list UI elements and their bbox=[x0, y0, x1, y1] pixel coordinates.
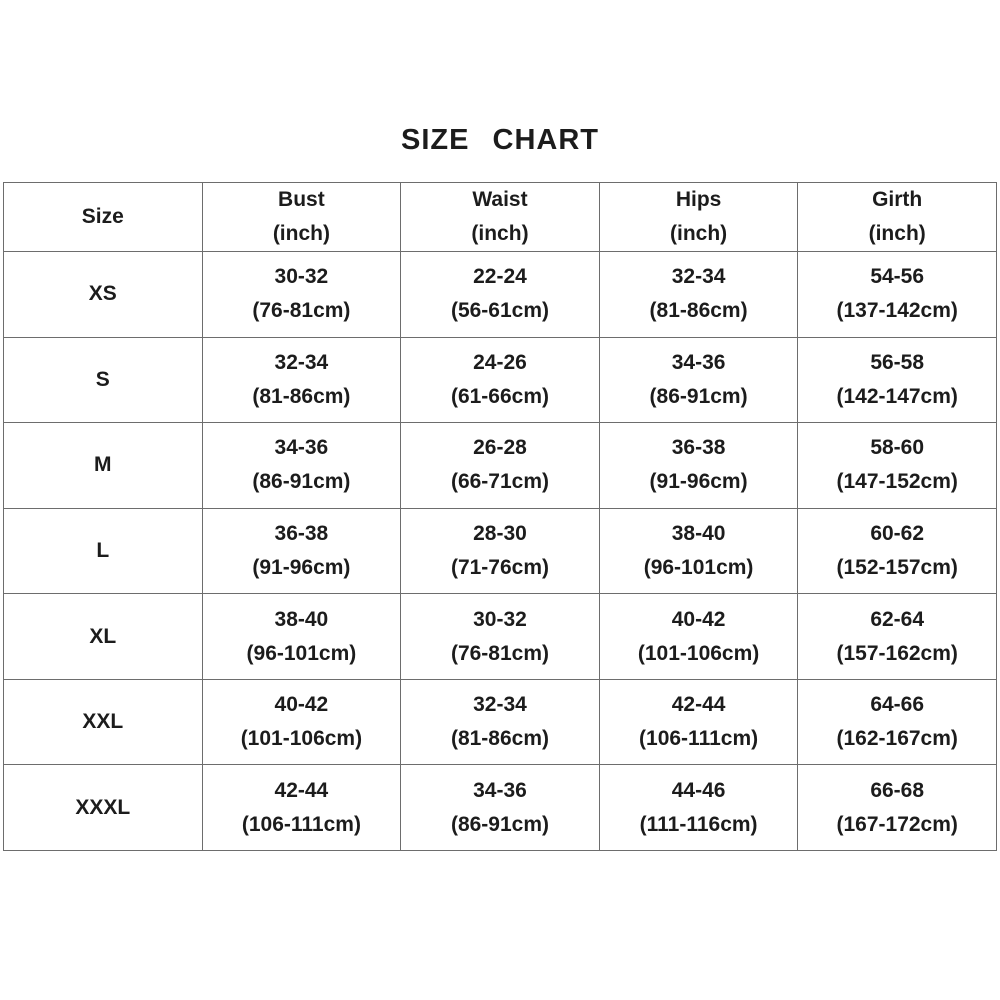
column-label: Size bbox=[81, 205, 124, 228]
cm-range: (147-152cm) bbox=[836, 470, 958, 494]
size-label-cell bbox=[4, 337, 203, 423]
column-header-waist bbox=[401, 183, 600, 252]
table-row bbox=[4, 423, 997, 509]
inch-range: 56-58 bbox=[870, 350, 925, 374]
cm-range: (91-96cm) bbox=[649, 470, 748, 494]
inch-range: 32-34 bbox=[274, 350, 329, 374]
column-label: Girth bbox=[872, 188, 923, 211]
cm-range: (61-66cm) bbox=[450, 384, 550, 408]
column-header-size bbox=[4, 183, 203, 252]
measurement-cell bbox=[798, 423, 997, 509]
inch-range: 30-32 bbox=[473, 607, 527, 631]
cm-range: (152-157cm) bbox=[836, 555, 958, 579]
cm-range: (86-91cm) bbox=[649, 384, 748, 408]
size-chart-body bbox=[4, 252, 997, 851]
cm-range: (81-86cm) bbox=[450, 727, 550, 751]
header-row bbox=[4, 183, 997, 252]
table-row bbox=[4, 594, 997, 680]
cm-range: (101-106cm) bbox=[637, 641, 760, 665]
inch-range: 34-36 bbox=[671, 350, 726, 374]
measurement-cell bbox=[401, 423, 600, 509]
table-row bbox=[4, 679, 997, 765]
measurement-cell bbox=[401, 594, 600, 680]
inch-range: 44-46 bbox=[671, 778, 726, 802]
measurement-cell bbox=[798, 252, 997, 338]
inch-range: 42-44 bbox=[274, 778, 329, 802]
inch-range: 30-32 bbox=[274, 265, 329, 289]
cm-range: (106-111cm) bbox=[639, 727, 759, 751]
cm-range: (101-106cm) bbox=[240, 727, 363, 751]
measurement-cell bbox=[202, 337, 401, 423]
cm-range: (96-101cm) bbox=[246, 641, 357, 665]
cm-range: (56-61cm) bbox=[450, 299, 550, 323]
column-header-girth bbox=[798, 183, 997, 252]
measurement-cell bbox=[401, 337, 600, 423]
measurement-cell bbox=[202, 594, 401, 680]
cm-range: (106-111cm) bbox=[241, 812, 361, 836]
cm-range: (86-91cm) bbox=[450, 812, 550, 836]
inch-range: 32-34 bbox=[473, 693, 527, 717]
measurement-cell bbox=[599, 765, 798, 851]
size-label: M bbox=[94, 453, 112, 477]
measurement-cell bbox=[401, 679, 600, 765]
measurement-cell bbox=[599, 252, 798, 338]
cm-range: (76-81cm) bbox=[252, 299, 351, 323]
inch-range: 62-64 bbox=[870, 607, 925, 631]
measurement-cell bbox=[202, 765, 401, 851]
inch-range: 22-24 bbox=[473, 265, 527, 289]
measurement-cell bbox=[401, 252, 600, 338]
inch-range: 36-38 bbox=[671, 436, 726, 460]
column-unit-label: (inch) bbox=[272, 222, 330, 245]
inch-range: 34-36 bbox=[473, 778, 527, 802]
measurement-cell bbox=[401, 508, 600, 594]
measurement-cell bbox=[599, 508, 798, 594]
column-header-bust bbox=[202, 183, 401, 252]
size-label-cell bbox=[4, 423, 203, 509]
measurement-cell bbox=[202, 423, 401, 509]
table-row bbox=[4, 508, 997, 594]
size-label: L bbox=[96, 538, 110, 562]
size-label: XXL bbox=[82, 710, 124, 734]
measurement-cell bbox=[599, 423, 798, 509]
cm-range: (71-76cm) bbox=[450, 555, 550, 579]
cm-range: (81-86cm) bbox=[252, 384, 351, 408]
column-label: Waist bbox=[472, 188, 528, 211]
inch-range: 32-34 bbox=[671, 265, 726, 289]
size-label-cell bbox=[4, 508, 203, 594]
measurement-cell bbox=[599, 679, 798, 765]
inch-range: 28-30 bbox=[473, 521, 527, 545]
inch-range: 54-56 bbox=[870, 265, 925, 289]
cm-range: (157-162cm) bbox=[836, 641, 958, 665]
size-label-cell bbox=[4, 679, 203, 765]
cm-range: (81-86cm) bbox=[649, 299, 748, 323]
measurement-cell bbox=[599, 594, 798, 680]
measurement-cell bbox=[798, 337, 997, 423]
measurement-cell bbox=[798, 679, 997, 765]
measurement-cell bbox=[202, 508, 401, 594]
table-row bbox=[4, 252, 997, 338]
size-label-cell bbox=[4, 252, 203, 338]
column-unit-label: (inch) bbox=[471, 222, 529, 245]
cm-range: (66-71cm) bbox=[450, 470, 550, 494]
inch-range: 66-68 bbox=[870, 778, 925, 802]
size-label: S bbox=[95, 367, 110, 391]
size-label: XXXL bbox=[75, 795, 131, 819]
size-label: XL bbox=[89, 624, 117, 648]
cm-range: (91-96cm) bbox=[252, 555, 351, 579]
column-unit-label: (inch) bbox=[868, 222, 926, 245]
column-label: Bust bbox=[278, 188, 325, 211]
size-label-cell bbox=[4, 765, 203, 851]
inch-range: 26-28 bbox=[473, 436, 527, 460]
inch-range: 24-26 bbox=[473, 350, 527, 374]
cm-range: (167-172cm) bbox=[836, 812, 958, 836]
inch-range: 40-42 bbox=[671, 607, 726, 631]
column-header-hips bbox=[599, 183, 798, 252]
measurement-cell bbox=[202, 679, 401, 765]
inch-range: 36-38 bbox=[274, 521, 329, 545]
cm-range: (162-167cm) bbox=[836, 727, 958, 751]
inch-range: 64-66 bbox=[870, 693, 925, 717]
table-row bbox=[4, 765, 997, 851]
cm-range: (86-91cm) bbox=[252, 470, 351, 494]
inch-range: 40-42 bbox=[274, 693, 329, 717]
cm-range: (76-81cm) bbox=[450, 641, 550, 665]
column-unit-label: (inch) bbox=[670, 222, 728, 245]
measurement-cell bbox=[798, 765, 997, 851]
measurement-cell bbox=[798, 594, 997, 680]
measurement-cell bbox=[599, 337, 798, 423]
inch-range: 38-40 bbox=[274, 607, 329, 631]
cm-range: (96-101cm) bbox=[643, 555, 754, 579]
inch-range: 42-44 bbox=[671, 693, 726, 717]
measurement-cell bbox=[202, 252, 401, 338]
inch-range: 34-36 bbox=[274, 436, 329, 460]
size-chart-header bbox=[4, 183, 997, 252]
page-title: SIZE CHART bbox=[401, 124, 599, 156]
inch-range: 60-62 bbox=[870, 521, 925, 545]
size-label-cell bbox=[4, 594, 203, 680]
inch-range: 38-40 bbox=[671, 521, 726, 545]
inch-range: 58-60 bbox=[870, 436, 925, 460]
size-chart-table bbox=[3, 182, 997, 851]
cm-range: (111-116cm) bbox=[639, 812, 758, 836]
measurement-cell bbox=[798, 508, 997, 594]
size-label: XS bbox=[88, 282, 117, 306]
column-label: Hips bbox=[675, 188, 722, 211]
cm-range: (142-147cm) bbox=[836, 384, 958, 408]
table-row bbox=[4, 337, 997, 423]
cm-range: (137-142cm) bbox=[836, 299, 958, 323]
measurement-cell bbox=[401, 765, 600, 851]
